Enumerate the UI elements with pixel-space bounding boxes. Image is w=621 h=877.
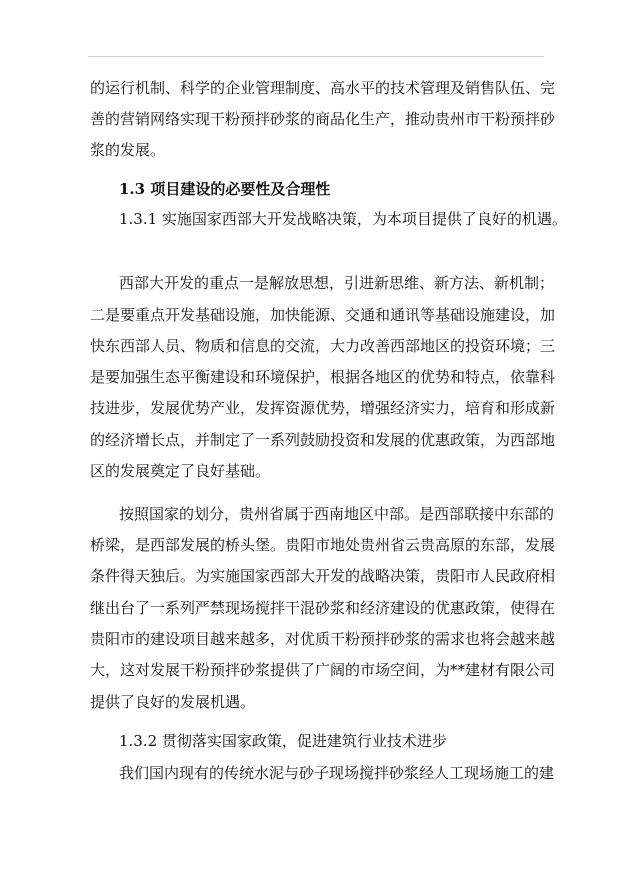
paragraph-line: 贵阳市的建设项目越来越多，对优质干粉预拌砂浆的需求也将会越来越 bbox=[90, 630, 556, 648]
paragraph-line: 桥梁，是西部发展的桥头堡。贵阳市地处贵州省云贵高原的东部，发展 bbox=[90, 536, 556, 554]
section-heading: 1.3 项目建设的必要性及合理性 bbox=[119, 180, 331, 198]
subsection-heading: 1.3.1 实施国家西部大开发战略决策，为本项目提供了良好的机遇。 bbox=[119, 210, 567, 228]
paragraph-line: 二是要重点开发基础设施，加快能源、交通和通讯等基础设施建设，加 bbox=[90, 306, 556, 324]
subsection-heading: 1.3.2 贯彻落实国家政策，促进建筑行业技术进步 bbox=[119, 732, 447, 750]
paragraph-line: 区的发展奠定了良好基础。 bbox=[90, 462, 271, 480]
paragraph-line: 西部大开发的重点一是解放思想，引进新思维、新方法、新机制； bbox=[119, 274, 555, 292]
paragraph-line: 条件得天独后。为实施国家西部大开发的战略决策，贵阳市人民政府相 bbox=[90, 567, 556, 585]
paragraph-line: 继出台了一系列严禁现场搅拌干混砂浆和经济建设的优惠政策，使得在 bbox=[90, 599, 556, 617]
paragraph-line: 我们国内现有的传统水泥与砂子现场搅拌砂浆经人工现场施工的建 bbox=[119, 764, 555, 782]
header-rule bbox=[88, 56, 544, 57]
paragraph-line: 快东西部人员、物质和信息的交流，大力改善西部地区的投资环境；三 bbox=[90, 337, 556, 355]
paragraph-line: 的运行机制、科学的企业管理制度、高水平的技术管理及销售队伍、完 bbox=[90, 79, 556, 97]
paragraph-line: 技进步，发展优势产业，发挥资源优势，增强经济实力，培育和形成新 bbox=[90, 399, 556, 417]
paragraph-line: 是要加强生态平衡建设和环境保护，根据各地区的优势和特点，依靠科 bbox=[90, 368, 556, 386]
paragraph-line: 大，这对发展干粉预拌砂浆提供了广阔的市场空间，为**建材有限公司 bbox=[90, 661, 556, 679]
paragraph-line: 善的营销网络实现干粉预拌砂浆的商品化生产，推动贵州市干粉预拌砂 bbox=[90, 110, 556, 128]
paragraph-line: 按照国家的划分，贵州省属于西南地区中部。是西部联接中东部的 bbox=[119, 505, 555, 523]
paragraph-line: 的经济增长点，并制定了一系列鼓励投资和发展的优惠政策，为西部地 bbox=[90, 431, 556, 449]
paragraph-line: 浆的发展。 bbox=[90, 141, 166, 159]
paragraph-line: 提供了良好的发展机遇。 bbox=[90, 693, 256, 711]
